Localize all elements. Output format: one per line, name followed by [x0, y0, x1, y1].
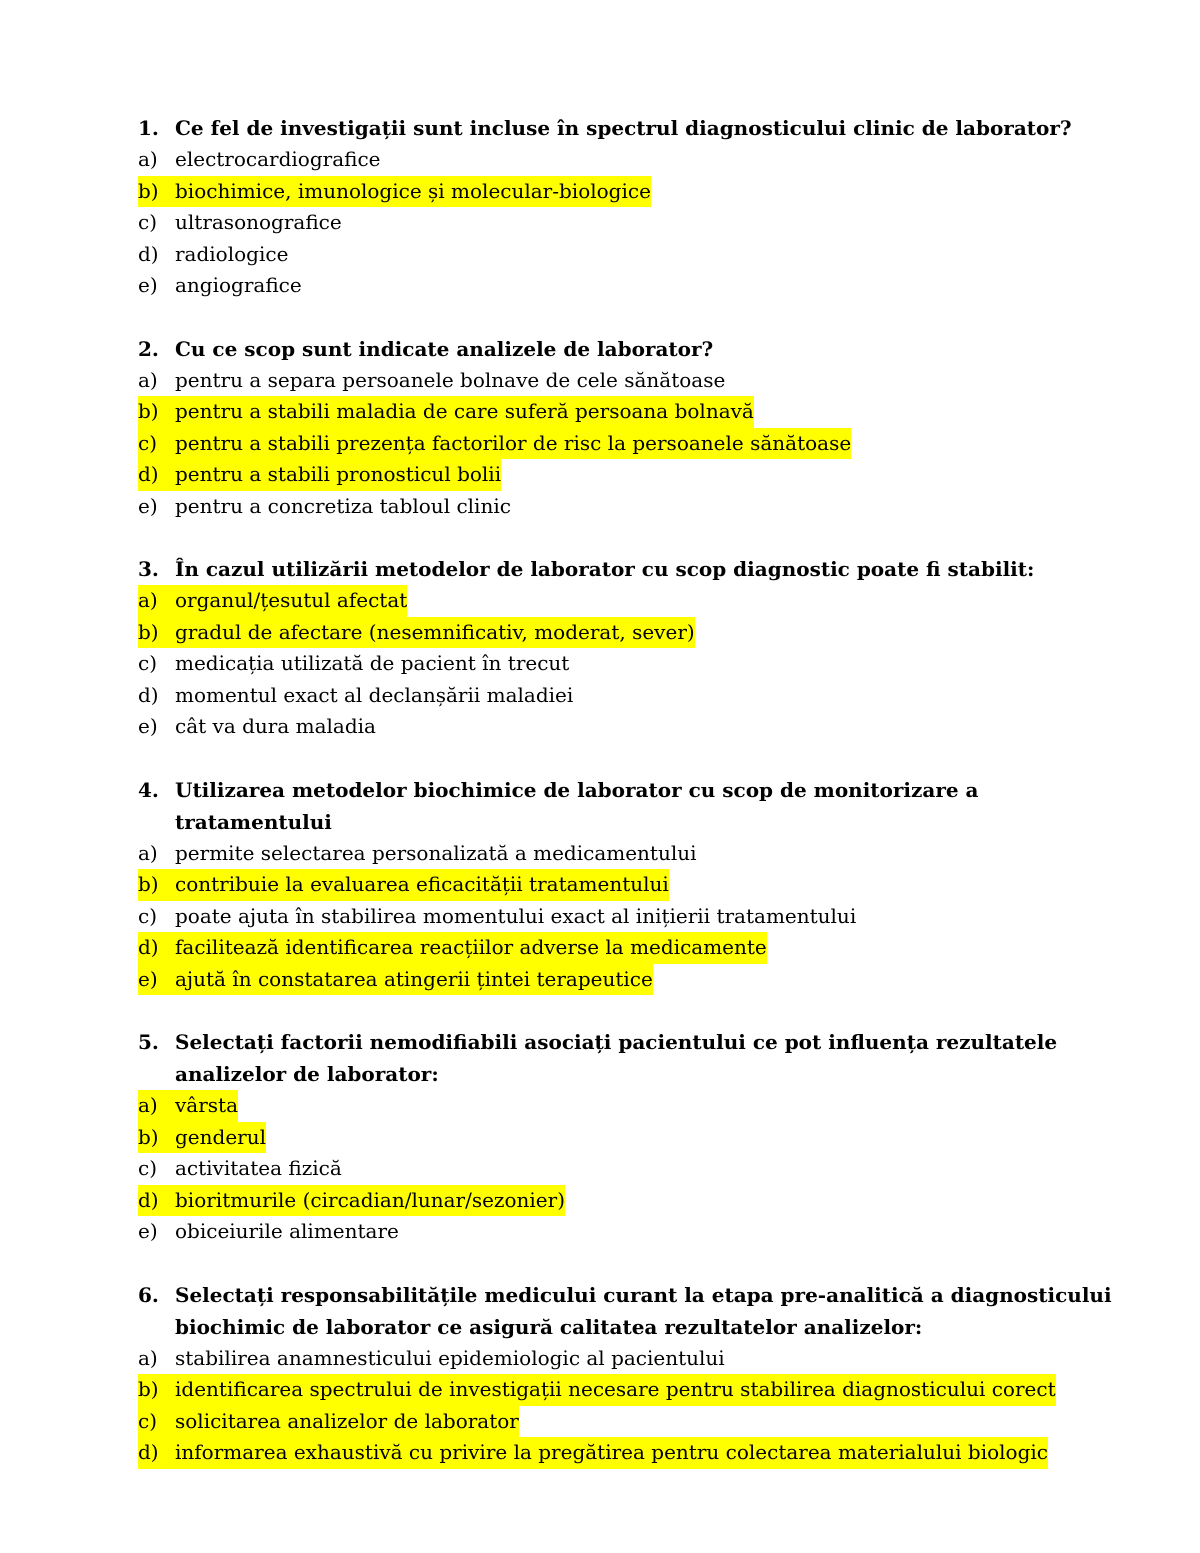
question-heading [138, 1026, 1128, 1090]
answer-option [138, 365, 1128, 397]
option-text: ultrasonografice [175, 210, 342, 234]
option-letter: b) [138, 176, 175, 208]
answer-options [138, 1343, 1128, 1469]
option-letter: e) [138, 1219, 158, 1243]
answer-option [138, 711, 1128, 743]
option-letter: b) [138, 869, 175, 901]
option-text: pentru a concretiza tabloul clinic [175, 493, 511, 518]
option-letter: d) [138, 1185, 175, 1217]
question-number: 2. [138, 336, 159, 361]
option-text: pentru a stabili maladia de care suferă persoana bolnavă [175, 396, 754, 428]
question-6 [138, 1279, 1128, 1469]
question-3 [138, 553, 1128, 743]
option-letter: e) [138, 714, 158, 738]
question-text: Cu ce scop sunt indicate analizele de laborator? [175, 336, 714, 361]
option-letter: e) [138, 493, 158, 518]
option-text: poate ajuta în stabilirea momentului exact al inițierii tratamentului [175, 903, 857, 928]
option-letter: d) [138, 932, 175, 964]
answer-option [138, 648, 1128, 680]
question-number: 5. [138, 1030, 159, 1054]
option-text: solicitarea analizelor de laborator [175, 1406, 519, 1438]
option-text: bioritmurile (circadian/lunar/sezonier) [175, 1185, 565, 1217]
question-heading [138, 1279, 1128, 1343]
answer-option-highlighted [138, 932, 1128, 964]
question-heading [138, 112, 1128, 144]
question-heading [138, 774, 1128, 838]
answer-option-highlighted [138, 1374, 1128, 1406]
option-letter: c) [138, 903, 158, 928]
answer-option [138, 491, 1128, 523]
option-text: pentru a stabili prezența factorilor de risc la persoanele sănătoase [175, 428, 851, 460]
option-text: ajută în constatarea atingerii țintei terapeutice [175, 964, 653, 996]
question-1 [138, 112, 1128, 302]
question-text: Ce fel de investigații sunt incluse în spectrul diagnosticului clinic de laborator? [175, 116, 1072, 140]
question-number: 6. [138, 1282, 159, 1307]
option-text: gradul de afectare (nesemnificativ, moderat, sever) [175, 617, 695, 649]
option-text: electrocardiografice [175, 147, 381, 171]
question-heading [138, 333, 1128, 365]
answer-option-highlighted [138, 428, 1128, 460]
option-text: permite selectarea personalizată a medicamentului [175, 840, 697, 865]
question-text: Selectați factorii nemodifiabili asociați pacientului ce pot influența rezultatele analizelor de laborator: [175, 1030, 1058, 1086]
question-2 [138, 333, 1128, 523]
option-text: momentul exact al declanșării maladiei [175, 682, 574, 707]
option-text: angiografice [175, 273, 302, 297]
option-text: identificarea spectrului de investigații necesare pentru stabilirea diagnosticului corect [175, 1374, 1056, 1406]
answer-option-highlighted [138, 1185, 1128, 1217]
question-number: 3. [138, 557, 159, 581]
option-text: activitatea fizică [175, 1156, 342, 1180]
option-letter: e) [138, 273, 158, 297]
option-letter: b) [138, 1374, 175, 1406]
question-text: Selectați responsabilitățile medicului curant la etapa pre-analitică a diagnosticului biochimic de laborator ce asigură calitatea rezultatelor analizelor: [175, 1282, 1112, 1339]
option-text: vârsta [175, 1090, 238, 1122]
question-4 [138, 774, 1128, 996]
question-5 [138, 1026, 1128, 1248]
option-letter: d) [138, 241, 159, 266]
option-text: facilitează identificarea reacțiilor adverse la medicamente [175, 932, 767, 964]
answer-option-highlighted [138, 176, 1128, 208]
question-text: Utilizarea metodelor biochimice de laborator cu scop de monitorizare a tratamentului [175, 777, 979, 834]
answer-options [138, 365, 1128, 523]
option-text: obiceiurile alimentare [175, 1219, 399, 1243]
answer-option-highlighted [138, 1406, 1128, 1438]
question-list [138, 112, 1128, 1500]
answer-option [138, 680, 1128, 712]
option-letter: d) [138, 459, 175, 491]
option-letter: c) [138, 428, 175, 460]
option-letter: c) [138, 1156, 158, 1180]
answer-option [138, 207, 1128, 239]
answer-options [138, 585, 1128, 743]
answer-options [138, 144, 1128, 302]
option-text: pentru a stabili pronosticul bolii [175, 459, 501, 491]
option-letter: d) [138, 682, 159, 707]
option-letter: b) [138, 617, 175, 649]
option-text: genderul [175, 1122, 266, 1154]
answer-options [138, 838, 1128, 996]
option-letter: b) [138, 396, 175, 428]
option-letter: c) [138, 1406, 175, 1438]
option-letter: a) [138, 840, 158, 865]
answer-option-highlighted [138, 1122, 1128, 1154]
option-letter: a) [138, 367, 158, 392]
answer-option-highlighted [138, 964, 1128, 996]
question-text: În cazul utilizării metodelor de laborator cu scop diagnostic poate fi stabilit: [175, 557, 1035, 581]
option-letter: a) [138, 1090, 175, 1122]
option-letter: d) [138, 1437, 175, 1469]
answer-options [138, 1090, 1128, 1248]
answer-option-highlighted [138, 585, 1128, 617]
question-number: 1. [138, 116, 159, 140]
option-letter: a) [138, 1345, 158, 1370]
answer-option [138, 1153, 1128, 1185]
answer-option-highlighted [138, 1090, 1128, 1122]
answer-option [138, 901, 1128, 933]
option-text: radiologice [175, 241, 289, 266]
answer-option-highlighted [138, 396, 1128, 428]
option-letter: b) [138, 1122, 175, 1154]
option-letter: c) [138, 210, 158, 234]
answer-option [138, 239, 1128, 271]
answer-option [138, 838, 1128, 870]
question-heading [138, 553, 1128, 585]
answer-option [138, 1343, 1128, 1375]
option-text: contribuie la evaluarea eficacității tratamentului [175, 869, 669, 901]
option-letter: c) [138, 651, 158, 675]
option-text: stabilirea anamnesticului epidemiologic al pacientului [175, 1345, 725, 1370]
answer-option [138, 144, 1128, 176]
option-text: medicația utilizată de pacient în trecut [175, 651, 570, 675]
option-text: organul/țesutul afectat [175, 585, 407, 617]
option-text: cât va dura maladia [175, 714, 376, 738]
answer-option [138, 270, 1128, 302]
option-letter: a) [138, 585, 175, 617]
option-text: informarea exhaustivă cu privire la pregătirea pentru colectarea materialului biologic [175, 1437, 1048, 1469]
answer-option-highlighted [138, 617, 1128, 649]
option-letter: a) [138, 147, 158, 171]
option-text: biochimice, imunologice și molecular-biologice [175, 176, 651, 208]
answer-option-highlighted [138, 459, 1128, 491]
option-letter: e) [138, 964, 175, 996]
answer-option [138, 1216, 1128, 1248]
answer-option-highlighted [138, 869, 1128, 901]
question-number: 4. [138, 777, 159, 802]
option-text: pentru a separa persoanele bolnave de cele sănătoase [175, 367, 726, 392]
answer-option-highlighted [138, 1437, 1128, 1469]
